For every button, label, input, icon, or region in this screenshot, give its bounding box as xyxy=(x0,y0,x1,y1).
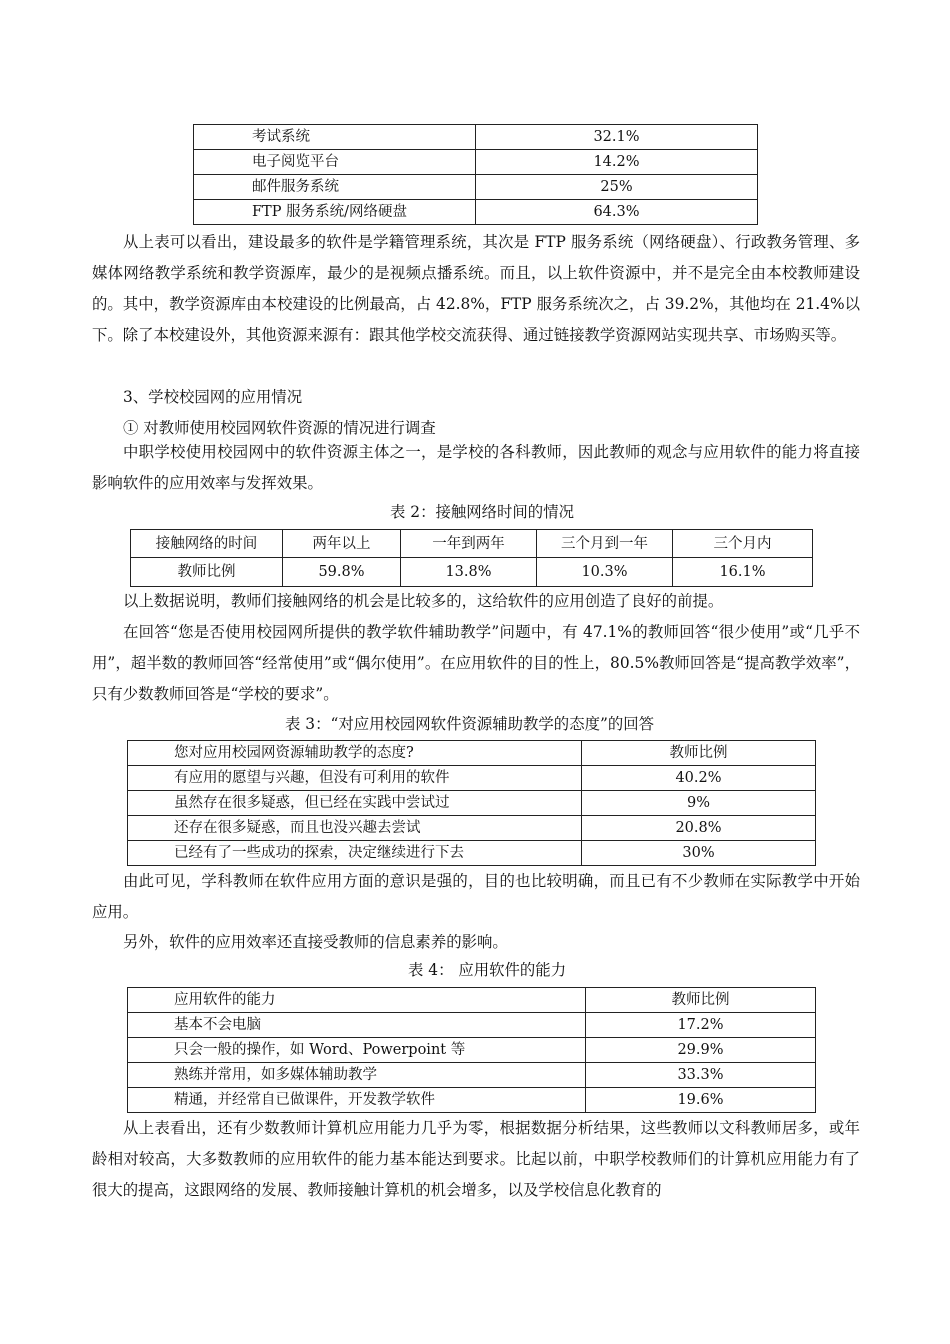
table-row xyxy=(128,988,816,1013)
table-cell: 16.1% xyxy=(673,558,813,587)
table-row xyxy=(128,1063,816,1088)
table-caption: 表 4： 应用软件的能力 xyxy=(408,961,567,979)
paragraph: 由此可见，学科教师在软件应用方面的意识是强的，目的也比较明确，而且已有不少教师在实际教学中开始应用。 xyxy=(92,872,860,921)
table-cell: 熟练并常用，如多媒体辅助教学 xyxy=(128,1063,586,1088)
table-row xyxy=(128,791,816,816)
table-cell: 64.3% xyxy=(476,200,758,225)
table-header-cell: 一年到两年 xyxy=(401,530,537,558)
table-cell: 9% xyxy=(582,791,816,816)
table-header-cell: 两年以上 xyxy=(283,530,401,558)
table-row xyxy=(128,816,816,841)
table-cell: 59.8% xyxy=(283,558,401,587)
table-row xyxy=(131,558,813,587)
table-header-cell: 教师比例 xyxy=(586,988,816,1013)
table-2 xyxy=(130,529,813,587)
table-cell: 还存在很多疑惑，而且也没兴趣去尝试 xyxy=(128,816,582,841)
paragraph: 在回答“您是否使用校园网所提供的教学软件辅助教学”问题中，有 47.1%的教师回答“很少使用”或“几乎不用”，超半数的教师回答“经常使用”或“偶尔使用”。在应用软件的目的性上，80.5%教师回答是“提高教学效率”，只有少数教师回答是“学校的要求”。 xyxy=(92,623,860,703)
table-header-cell: 您对应用校园网资源辅助教学的态度? xyxy=(128,741,582,766)
table-cell: 25% xyxy=(476,175,758,200)
table-caption: 表 3：“对应用校园网软件资源辅助教学的态度”的回答 xyxy=(285,715,655,733)
table-cell: 40.2% xyxy=(582,766,816,791)
table-cell: 教师比例 xyxy=(131,558,283,587)
table-row xyxy=(128,741,816,766)
table-4 xyxy=(127,987,816,1113)
table-cell: 只会一般的操作，如 Word、Powerpoint 等 xyxy=(128,1038,586,1063)
paragraph: 另外，软件的应用效率还直接受教师的信息素养的影响。 xyxy=(123,933,508,951)
section-heading: 3、学校校园网的应用情况 xyxy=(123,388,303,406)
table-cell: 29.9% xyxy=(586,1038,816,1063)
table-cell: 考试系统 xyxy=(194,125,476,150)
table-row xyxy=(128,766,816,791)
table-cell: 19.6% xyxy=(586,1088,816,1113)
table-row xyxy=(194,125,758,150)
paragraph: 从上表看出，还有少数教师计算机应用能力几乎为零，根据数据分析结果，这些教师以文科教师居多，或年龄相对较高，大多数教师的应用软件的能力基本能达到要求。比起以前，中职学校教师们的计算机应用能力有了很大的提高，这跟网络的发展、教师接触计算机的机会增多，以及学校信息化教育的 xyxy=(92,1119,860,1199)
table-row xyxy=(194,200,758,225)
table-header-cell: 三个月到一年 xyxy=(537,530,673,558)
table-header-cell: 教师比例 xyxy=(582,741,816,766)
paragraph: 从上表可以看出，建设最多的软件是学籍管理系统，其次是 FTP 服务系统（网络硬盘）、行政教务管理、多媒体网络教学系统和教学资源库，最少的是视频点播系统。而且，以上软件资源中，并不是完全由本校教师建设的。其中，教学资源库由本校建设的比例最高，占 42.8%，FTP 服务系统次之，占 39.2%，其他均在 21.4%以下。除了本校建设外，其他资源来源有：跟其他学校交流获得、通过链接教学资源网站实现共享、市场购买等。 xyxy=(92,233,860,344)
table-cell: 电子阅览平台 xyxy=(194,150,476,175)
table-cell: 有应用的愿望与兴趣，但没有可利用的软件 xyxy=(128,766,582,791)
table-row xyxy=(128,1088,816,1113)
table-cell: 13.8% xyxy=(401,558,537,587)
table-cell: 虽然存在很多疑惑，但已经在实践中尝试过 xyxy=(128,791,582,816)
table-cell: 33.3% xyxy=(586,1063,816,1088)
table-header-cell: 接触网络的时间 xyxy=(131,530,283,558)
table-cell: 14.2% xyxy=(476,150,758,175)
table-row xyxy=(128,1038,816,1063)
paragraph: 中职学校使用校园网中的软件资源主体之一，是学校的各科教师，因此教师的观念与应用软件的能力将直接影响软件的应用效率与发挥效果。 xyxy=(92,443,860,492)
table-header-cell: 三个月内 xyxy=(673,530,813,558)
table-row xyxy=(128,841,816,866)
table-header-cell: 应用软件的能力 xyxy=(128,988,586,1013)
subsection-heading: ① 对教师使用校园网软件资源的情况进行调查 xyxy=(123,419,436,437)
table-cell: 已经有了一些成功的探索，决定继续进行下去 xyxy=(128,841,582,866)
table-3 xyxy=(127,740,816,866)
table-cell: 30% xyxy=(582,841,816,866)
table-row xyxy=(131,530,813,558)
table-cell: 邮件服务系统 xyxy=(194,175,476,200)
table-1 xyxy=(193,124,758,225)
table-cell: FTP 服务系统/网络硬盘 xyxy=(194,200,476,225)
paragraph: 以上数据说明，教师们接触网络的机会是比较多的，这给软件的应用创造了良好的前提。 xyxy=(123,592,724,610)
table-cell: 17.2% xyxy=(586,1013,816,1038)
table-cell: 精通，并经常自已做课件，开发教学软件 xyxy=(128,1088,586,1113)
table-caption: 表 2：接触网络时间的情况 xyxy=(390,503,574,521)
table-cell: 10.3% xyxy=(537,558,673,587)
table-row xyxy=(194,175,758,200)
table-cell: 20.8% xyxy=(582,816,816,841)
table-row xyxy=(194,150,758,175)
table-cell: 32.1% xyxy=(476,125,758,150)
table-cell: 基本不会电脑 xyxy=(128,1013,586,1038)
table-row xyxy=(128,1013,816,1038)
